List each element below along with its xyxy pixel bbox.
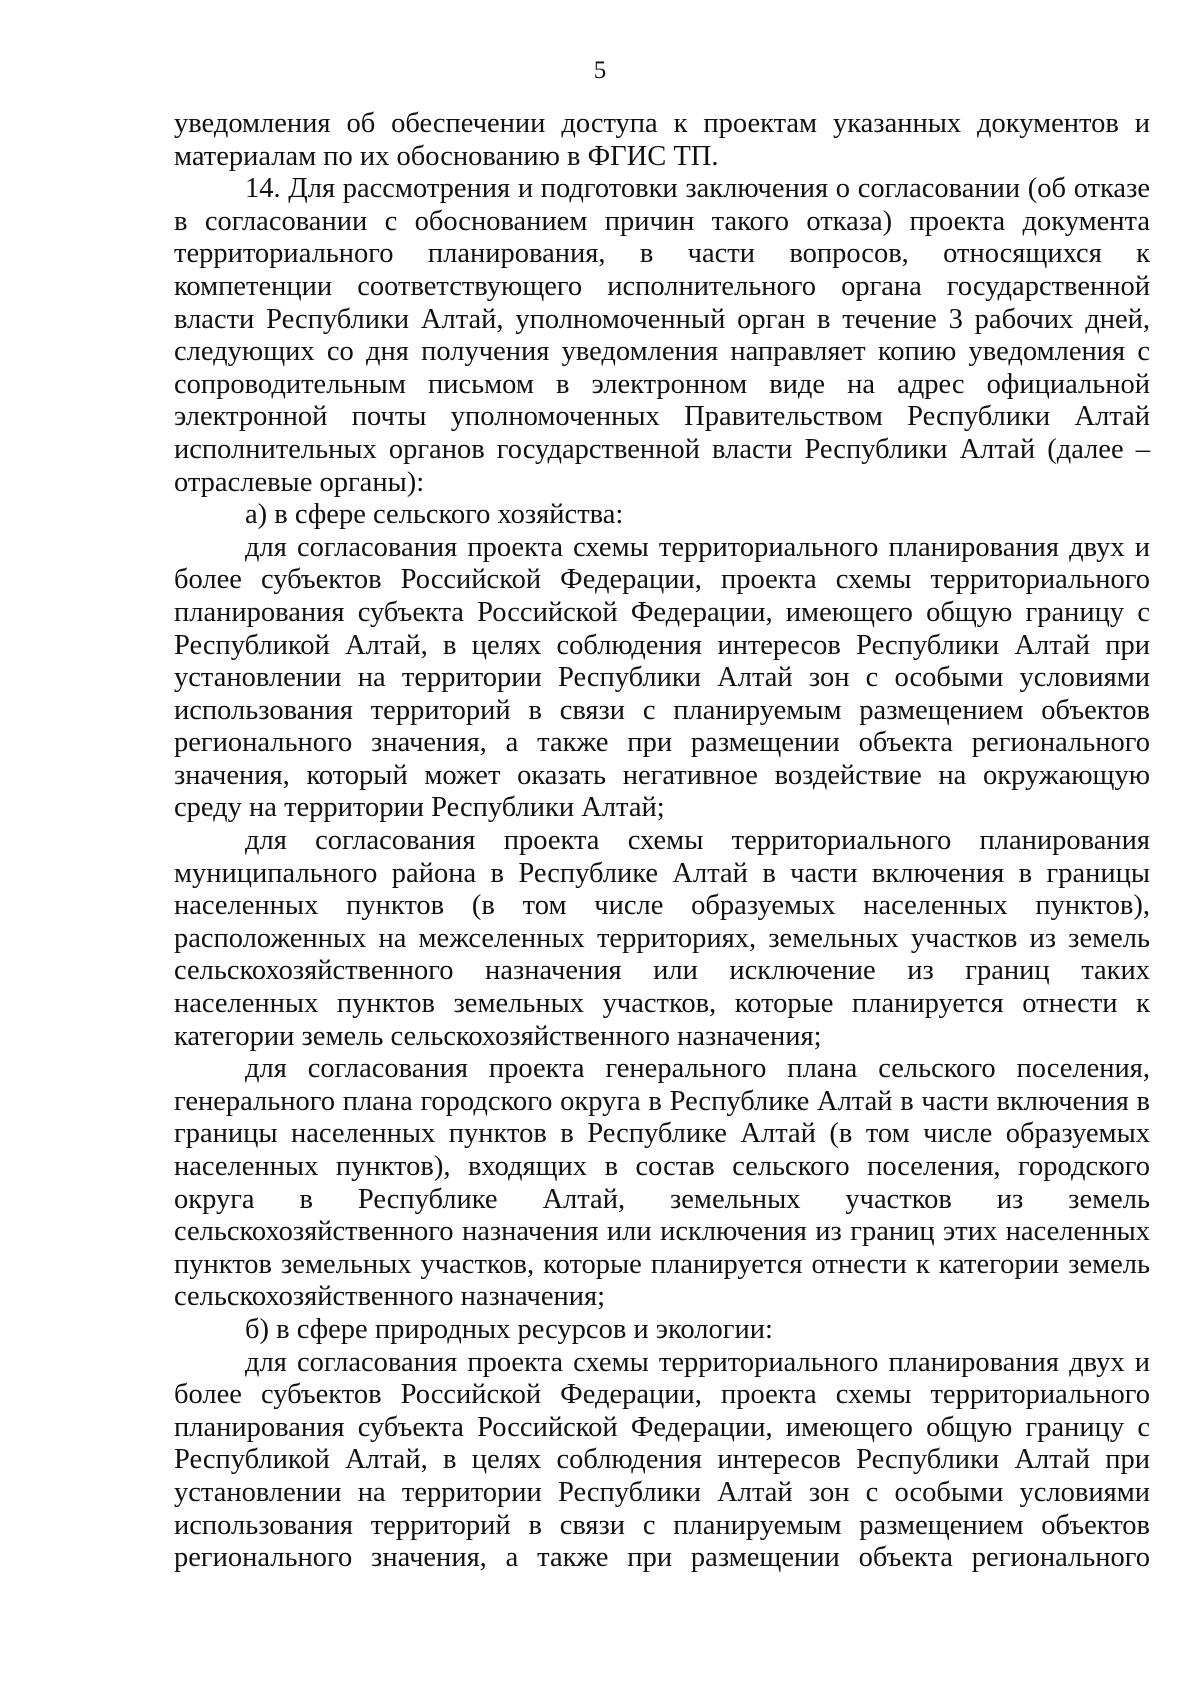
subclause-b-heading: б) в сфере природных ресурсов и экологии: [245, 1313, 773, 1345]
paragraph-clause-14: 14. Для рассмотрения и подготовки заключения о согласовании (об отказе в согласовании с обоснованием причин такого отказа) проекта документа территориального планирования, в части вопросов, относящихся к компетенции соответствующего исполнительного органа государственной власти Республики Алтай, уполномоченный орган в течение 3 рабочих дней, следующих со дня получения уведомления направляет копию уведомления с сопроводительным письмом в электронном виде на адрес официальной электронной почты уполномоченных Правительством Республики Алтай исполнительных органов государственной власти Республики Алтай (далее – отраслевые органы): [174, 173, 1150, 498]
paragraph-agriculture-1: для согласования проекта схемы территориального планирования двух и более субъектов Российской Федерации, проекта схемы территориального планирования субъекта Российской Федерации, имеющего общую границу с Республикой Алтай, в целях соблюдения интересов Республики Алтай при установлении на территории Республики Алтай зон с особыми условиями использования территорий в связи с планируемым размещением объектов регионального значения, а также при размещении объекта регионального значения, который может оказать негативное воздействие на окружающую среду на территории Республики Алтай; [174, 531, 1150, 824]
paragraph-agriculture-2: для согласования проекта схемы территориального планирования муниципального района в Республике Алтай в части включения в границы населенных пунктов (в том числе образуемых населенных пунктов), расположенных на межселенных территориях, земельных участков из земель сельскохозяйственного назначения или исключение из границ таких населенных пунктов земельных участков, которые планируется отнести к категории земель сельскохозяйственного назначения; [174, 825, 1150, 1052]
paragraph-continuation: уведомления об обеспечении доступа к проектам указанных документов и материалам по их обоснованию в ФГИС ТП. [174, 108, 1150, 172]
page-number: 5 [593, 57, 607, 84]
paragraph-agriculture-3: для согласования проекта генерального плана сельского поселения, генерального плана городского округа в Республике Алтай в части включения в границы населенных пунктов в Республике Алтай (в том числе образуемых населенных пунктов), входящих в состав сельского поселения, городского округа в Республике Алтай, земельных участков из земель сельскохозяйственного назначения или исключения из границ этих населенных пунктов земельных участков, которые планируется отнести к категории земель сельскохозяйственного назначения; [174, 1053, 1150, 1313]
paragraph-ecology-1: для согласования проекта схемы территориального планирования двух и более субъектов Российской Федерации, проекта схемы территориального планирования субъекта Российской Федерации, имеющего общую границу с Республикой Алтай, в целях соблюдения интересов Республики Алтай при установлении на территории Республики Алтай зон с особыми условиями использования территорий в связи с планируемым размещением объектов регионального значения, а также при размещении объекта регионального [174, 1346, 1150, 1574]
document-body [174, 108, 1150, 1575]
subclause-a-heading: а) в сфере сельского хозяйства: [245, 499, 624, 531]
